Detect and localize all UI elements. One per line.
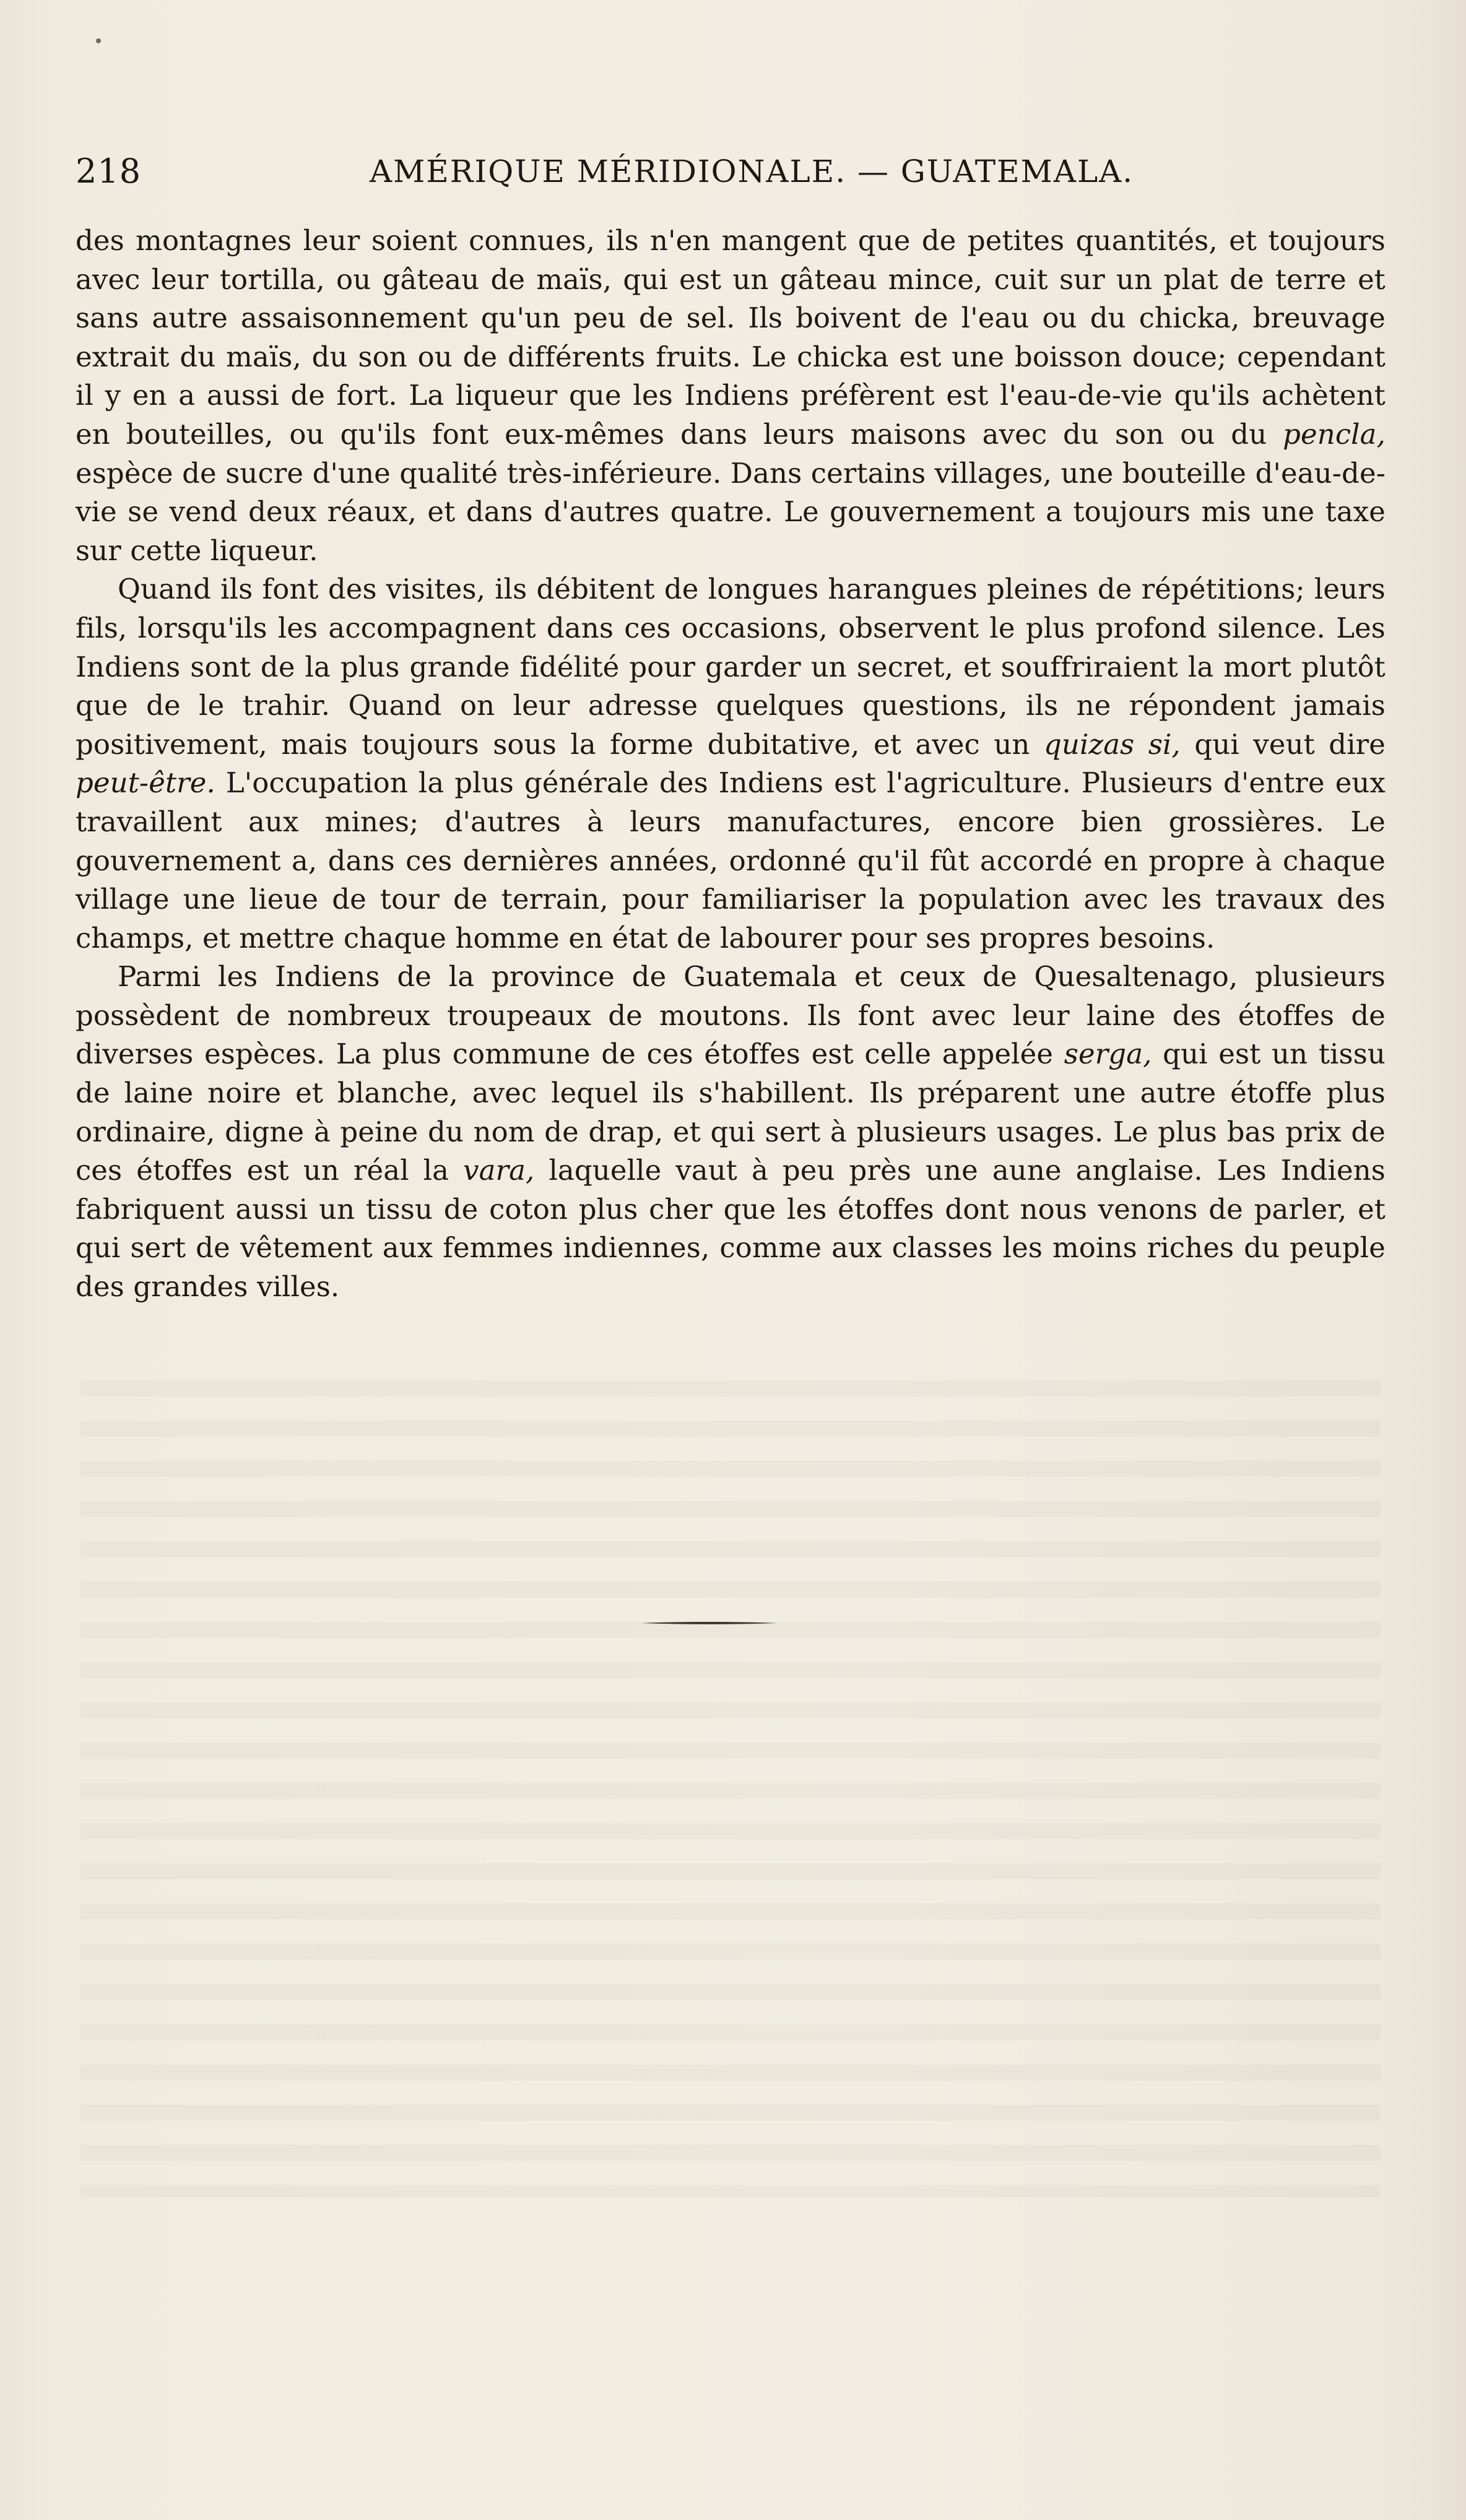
- text-run: qui veut dire: [1180, 727, 1386, 761]
- ink-speck: [96, 38, 101, 43]
- text-run: laquelle vaut à peu près une aune anglaise. Les Indiens fabriquent aussi un tissu de coton plus cher que les étoffes dont nous venons de parler, et qui sert de vêtement aux femmes indiennes, comme aux classes les moins riches du peuple des grandes villes.: [76, 1154, 1386, 1304]
- text-run: L'occupation la plus générale des Indiens est l'agriculture. Plusieurs d'entre eux travaillent aux mines; d'autres à leurs manufactures, encore bien grossières. Le gouvernement a, dans ces dernières années, ordonné qu'il fût accordé en propre à chaque village une lieue de tour de terrain, pour familiariser la population avec les travaux des champs, et mettre chaque homme en état de labourer pour ses propres besoins.: [76, 766, 1386, 955]
- italic-term: peut-être.: [76, 766, 215, 800]
- italic-term: serga,: [1064, 1037, 1152, 1071]
- paragraph: [76, 222, 1386, 570]
- running-title: AMÉRIQUE MÉRIDIONALE. — GUATEMALA.: [370, 154, 1134, 189]
- paragraph: [76, 570, 1386, 958]
- separator-line: [641, 1622, 777, 1624]
- separator-rule: [641, 1619, 777, 1627]
- page-number: 218: [76, 152, 142, 191]
- paragraph: [76, 958, 1386, 1306]
- running-head: [76, 150, 1390, 193]
- text-run: espèce de sucre d'une qualité très-inférieure. Dans certains villages, une bouteille d'eau-de-vie se vend deux réaux, et dans d'autres quatre. Le gouvernement a toujours mis une taxe sur cette liqueur.: [76, 456, 1386, 567]
- italic-term: vara,: [463, 1154, 535, 1187]
- italic-term: pencla,: [1283, 417, 1386, 451]
- bleed-through-text: [80, 1362, 1381, 2197]
- body-text: [76, 222, 1386, 1307]
- text-run: des montagnes leur soient connues, ils n'en mangent que de petites quantités, et toujours avec leur tortilla, ou gâteau de maïs, qui est un gâteau mince, cuit sur un plat de terre et sans autre assaisonnement qu'un peu de sel. Ils boivent de l'eau ou du chicka, breuvage extrait du maïs, du son ou de différents fruits. Le chicka est une boisson douce; cependant il y en a aussi de fort. La liqueur que les Indiens préfèrent est l'eau-de-vie qu'ils achètent en bouteilles, ou qu'ils font eux-mêmes dans leurs maisons avec du son ou du: [76, 224, 1386, 451]
- italic-term: quizas si,: [1043, 727, 1181, 761]
- text-run: qui est un tissu de laine noire et blanche, avec lequel ils s'habillent. Ils préparent une autre étoffe plus ordinaire, digne à peine du nom de drap, et qui sert à plusieurs usages. Le plus bas prix de ces étoffes est un réal la: [76, 1037, 1386, 1187]
- text-run: Quand ils font des visites, ils débitent de longues harangues pleines de répétitions; leurs fils, lorsqu'ils les accompagnent dans ces occasions, observent le plus profond silence. Les Indiens sont de la plus grande fidélité pour garder un secret, et souffriraient la mort plutôt que de le trahir. Quand on leur adresse quelques questions, ils ne répondent jamais positivement, mais toujours sous la forme dubitative, et avec un: [76, 573, 1386, 761]
- text-run: Parmi les Indiens de la province de Guatemala et ceux de Quesaltenago, plusieurs possèdent de nombreux troupeaux de moutons. Ils font avec leur laine des étoffes de diverses espèces. La plus commune de ces étoffes est celle appelée: [76, 960, 1386, 1071]
